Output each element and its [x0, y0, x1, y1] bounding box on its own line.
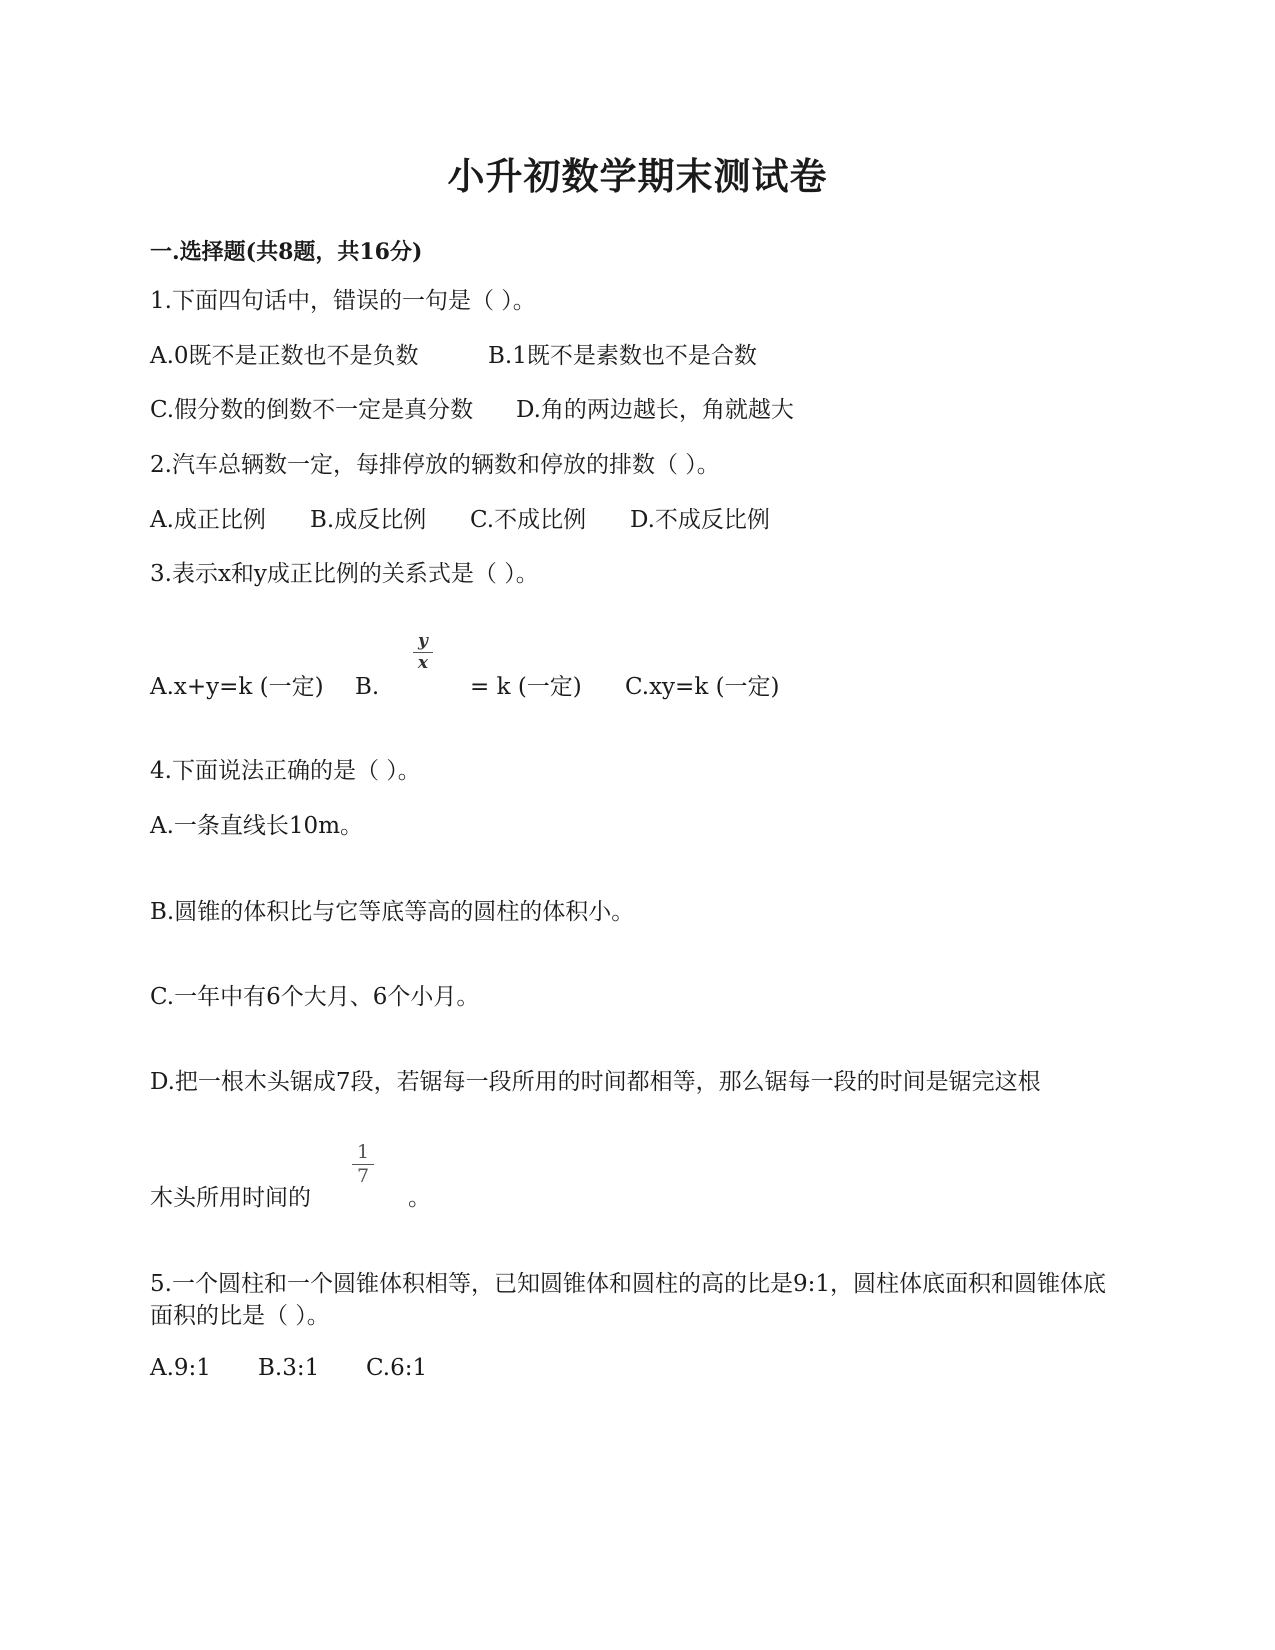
page-title: 小升初数学期末测试卷 — [447, 154, 828, 198]
question-5-option-c: C.6:1 — [366, 1355, 428, 1381]
question-1-stem: 1.下面四句话中，错误的一句是（ ）。 — [150, 288, 536, 314]
question-4-option-d-end: 。 — [408, 1185, 431, 1211]
fraction-denominator: 7 — [356, 1165, 370, 1187]
question-4-fraction-one-seventh — [352, 1143, 374, 1186]
section-heading: 一.选择题(共8题，共16分) — [150, 239, 423, 265]
question-3-fraction-y-over-x — [413, 633, 433, 672]
question-4-stem: 4.下面说法正确的是（ ）。 — [150, 758, 421, 784]
question-1-option-c: C.假分数的倒数不一定是真分数 — [150, 397, 474, 423]
question-5-stem: 5.一个圆柱和一个圆锥体积相等，已知圆锥体和圆柱的高的比是9:1，圆柱体底面积和圆锥体底面积的比是（ ）。 — [150, 1271, 1106, 1329]
question-4-option-d-continued: 木头所用时间的 — [150, 1185, 311, 1211]
question-4-option-d: D.把一根木头锯成7段，若锯每一段所用的时间都相等，那么锯每一段的时间是锯完这根 — [150, 1069, 1041, 1095]
question-4-option-b: B.圆锥的体积比与它等底等高的圆柱的体积小。 — [150, 899, 635, 925]
question-1-option-b: B.1既不是素数也不是合数 — [488, 343, 757, 369]
question-3-option-c: C.xy=k (一定) — [625, 674, 780, 700]
question-4-option-a: A.一条直线长10m。 — [150, 813, 363, 839]
question-5-option-b: B.3:1 — [258, 1355, 320, 1381]
question-3-option-b: B. — [355, 674, 380, 700]
question-5-options — [150, 1352, 427, 1384]
question-2-option-d: D.不成反比例 — [630, 507, 770, 533]
question-3-option-b-rest: = k (一定) — [470, 674, 582, 700]
fraction-denominator: x — [417, 653, 429, 673]
question-1-option-d: D.角的两边越长，角就越大 — [516, 397, 794, 423]
fraction-numerator: y — [418, 631, 428, 651]
question-3-stem: 3.表示x和y成正比例的关系式是（ ）。 — [150, 561, 539, 587]
question-1-options-row-2 — [150, 394, 794, 426]
question-2-stem: 2.汽车总辆数一定，每排停放的辆数和停放的排数（ ）。 — [150, 452, 720, 478]
question-3-option-a: A.x+y=k (一定) — [150, 674, 324, 700]
question-2-option-a: A.成正比例 — [150, 507, 266, 533]
question-2-option-b: B.成反比例 — [310, 507, 427, 533]
fraction-numerator: 1 — [356, 1141, 370, 1163]
question-2-options — [150, 504, 770, 536]
question-1-option-a: A.0既不是正数也不是负数 — [150, 343, 419, 369]
question-1-options-row-1 — [150, 340, 757, 372]
question-4-option-c: C.一年中有6个大月、6个小月。 — [150, 984, 480, 1010]
question-2-option-c: C.不成比例 — [470, 507, 587, 533]
question-5-option-a: A.9:1 — [150, 1355, 211, 1381]
